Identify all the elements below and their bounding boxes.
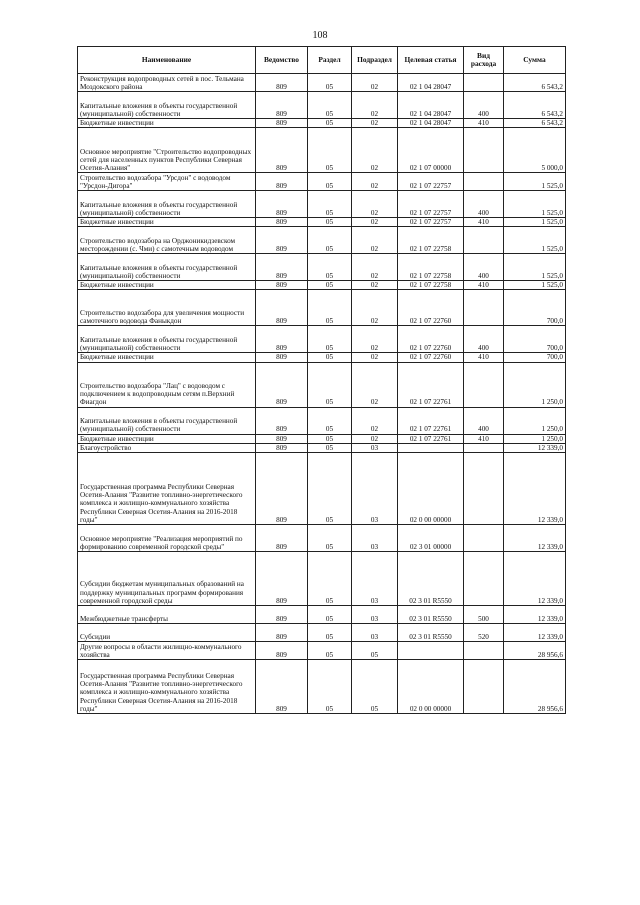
cell-subsection: 02 (352, 353, 398, 362)
cell-dept: 809 (256, 119, 308, 128)
cell-section: 05 (308, 173, 352, 191)
table-row (78, 128, 566, 173)
table-row (78, 92, 566, 119)
cell-name: Бюджетные инвестиции (78, 281, 256, 290)
header-subsection: Подраздел (352, 47, 398, 74)
cell-subsection: 03 (352, 623, 398, 641)
cell-section: 05 (308, 191, 352, 218)
cell-sum: 12 339,0 (504, 443, 566, 452)
cell-type: 400 (464, 191, 504, 218)
cell-type: 400 (464, 254, 504, 281)
cell-subsection: 05 (352, 641, 398, 659)
cell-article (398, 443, 464, 452)
cell-section: 05 (308, 290, 352, 326)
table-row (78, 353, 566, 362)
cell-type (464, 227, 504, 254)
cell-name: Реконструкция водопроводных сетей в пос. Тельмана Моздокского района (78, 74, 256, 92)
cell-article: 02 1 07 22758 (398, 254, 464, 281)
cell-article: 02 3 01 R5550 (398, 623, 464, 641)
cell-name: Бюджетные инвестиции (78, 218, 256, 227)
table-row (78, 434, 566, 443)
cell-article: 02 1 07 22760 (398, 353, 464, 362)
cell-subsection: 03 (352, 605, 398, 623)
table-row (78, 524, 566, 551)
cell-name: Строительство водозабора для увеличения мощности самотечного водовода Фаныкдон (78, 290, 256, 326)
cell-article: 02 1 07 22757 (398, 191, 464, 218)
cell-dept: 809 (256, 434, 308, 443)
cell-type: 410 (464, 353, 504, 362)
table-row (78, 443, 566, 452)
cell-sum: 1 250,0 (504, 362, 566, 407)
cell-article: 02 1 04 28047 (398, 74, 464, 92)
page-number: 108 (312, 30, 328, 41)
cell-article: 02 1 04 28047 (398, 119, 464, 128)
cell-name: Бюджетные инвестиции (78, 119, 256, 128)
cell-article: 02 3 01 R5550 (398, 551, 464, 605)
cell-subsection: 02 (352, 92, 398, 119)
cell-article: 02 0 00 00000 (398, 659, 464, 713)
cell-type: 410 (464, 434, 504, 443)
cell-section: 05 (308, 524, 352, 551)
cell-sum: 28 956,6 (504, 659, 566, 713)
cell-type: 410 (464, 218, 504, 227)
cell-dept: 809 (256, 290, 308, 326)
header-name: Наименование (78, 47, 256, 74)
cell-sum: 1 525,0 (504, 254, 566, 281)
cell-name: Основное мероприятие "Строительство водопроводных сетей для населенных пунктов Республики Северная Осетия-Алания" (78, 128, 256, 173)
cell-article: 02 1 07 22757 (398, 218, 464, 227)
cell-section: 05 (308, 641, 352, 659)
cell-article: 02 1 07 22758 (398, 227, 464, 254)
cell-name: Капитальные вложения в объекты государственной (муниципальной) собственности (78, 254, 256, 281)
cell-subsection: 03 (352, 452, 398, 524)
cell-section: 05 (308, 128, 352, 173)
cell-name: Субсидии (78, 623, 256, 641)
cell-dept: 809 (256, 623, 308, 641)
cell-section: 05 (308, 551, 352, 605)
cell-name: Строительство водозабора "Урсдон" с водоводом "Урсдон-Дигора" (78, 173, 256, 191)
cell-article: 02 3 01 00000 (398, 524, 464, 551)
budget-table (77, 46, 566, 714)
cell-sum: 12 339,0 (504, 452, 566, 524)
cell-dept: 809 (256, 353, 308, 362)
cell-sum: 6 543,2 (504, 119, 566, 128)
cell-article: 02 1 07 22760 (398, 326, 464, 353)
table-row (78, 452, 566, 524)
table-row (78, 362, 566, 407)
cell-type (464, 452, 504, 524)
cell-article: 02 1 07 22761 (398, 407, 464, 434)
cell-article: 02 1 07 22757 (398, 173, 464, 191)
cell-subsection: 02 (352, 290, 398, 326)
header-dept: Ведомство (256, 47, 308, 74)
cell-sum: 700,0 (504, 326, 566, 353)
cell-sum: 5 000,0 (504, 128, 566, 173)
header-row (78, 47, 566, 74)
cell-dept: 809 (256, 605, 308, 623)
cell-section: 05 (308, 227, 352, 254)
cell-dept: 809 (256, 524, 308, 551)
table-row (78, 254, 566, 281)
cell-type: 500 (464, 605, 504, 623)
cell-subsection: 02 (352, 173, 398, 191)
cell-article: 02 1 07 22758 (398, 281, 464, 290)
cell-subsection: 02 (352, 434, 398, 443)
cell-dept: 809 (256, 326, 308, 353)
cell-section: 05 (308, 605, 352, 623)
cell-sum: 700,0 (504, 353, 566, 362)
cell-dept: 809 (256, 281, 308, 290)
cell-dept: 809 (256, 641, 308, 659)
cell-type (464, 173, 504, 191)
cell-section: 05 (308, 362, 352, 407)
cell-sum: 12 339,0 (504, 524, 566, 551)
table-row (78, 173, 566, 191)
cell-name: Строительство водозабора на Орджоникидзевском месторождении (с. Чми) с самотечным водоводом (78, 227, 256, 254)
cell-article: 02 1 07 22760 (398, 290, 464, 326)
cell-type (464, 362, 504, 407)
cell-dept: 809 (256, 74, 308, 92)
cell-dept: 809 (256, 173, 308, 191)
cell-name: Строительство водозабора "Лац" с водоводом с подключением к водопроводным сетям п.Верхний Фиагдон (78, 362, 256, 407)
cell-article: 02 0 00 00000 (398, 452, 464, 524)
cell-type (464, 74, 504, 92)
cell-sum: 6 543,2 (504, 92, 566, 119)
cell-section: 05 (308, 434, 352, 443)
cell-name: Основное мероприятие "Реализация мероприятий по формированию современной городской среды" (78, 524, 256, 551)
cell-name: Государственная программа Республики Северная Осетия-Алания "Развитие топливно-энергетического комплекса и жилищно-коммунального хозяйства Республики Северная Осетия-Алания на 2016-2018 годы" (78, 659, 256, 713)
table-row (78, 290, 566, 326)
cell-type (464, 551, 504, 605)
cell-type: 410 (464, 119, 504, 128)
table-row (78, 641, 566, 659)
cell-type (464, 290, 504, 326)
cell-dept: 809 (256, 452, 308, 524)
cell-section: 05 (308, 281, 352, 290)
cell-section: 05 (308, 119, 352, 128)
cell-subsection: 03 (352, 443, 398, 452)
table-row (78, 551, 566, 605)
cell-subsection: 02 (352, 407, 398, 434)
header-type: Вид расхода (464, 47, 504, 74)
cell-type (464, 659, 504, 713)
cell-sum: 1 250,0 (504, 434, 566, 443)
table-row (78, 218, 566, 227)
cell-dept: 809 (256, 128, 308, 173)
table-row (78, 605, 566, 623)
cell-name: Государственная программа Республики Северная Осетия-Алания "Развитие топливно-энергетического комплекса и жилищно-коммунального хозяйства Республики Северная Осетия-Алания на 2016-2018 годы" (78, 452, 256, 524)
header-section: Раздел (308, 47, 352, 74)
cell-type: 520 (464, 623, 504, 641)
cell-subsection: 02 (352, 254, 398, 281)
cell-dept: 809 (256, 659, 308, 713)
table-row (78, 659, 566, 713)
cell-article: 02 1 07 22761 (398, 434, 464, 443)
cell-dept: 809 (256, 191, 308, 218)
table-row (78, 623, 566, 641)
cell-subsection: 02 (352, 218, 398, 227)
cell-type: 400 (464, 407, 504, 434)
cell-sum: 1 525,0 (504, 173, 566, 191)
cell-name: Капитальные вложения в объекты государственной (муниципальной) собственности (78, 92, 256, 119)
cell-article: 02 1 04 28047 (398, 92, 464, 119)
cell-section: 05 (308, 407, 352, 434)
cell-dept: 809 (256, 407, 308, 434)
table-row (78, 191, 566, 218)
cell-section: 05 (308, 92, 352, 119)
cell-dept: 809 (256, 362, 308, 407)
cell-subsection: 02 (352, 191, 398, 218)
cell-type: 410 (464, 281, 504, 290)
cell-section: 05 (308, 254, 352, 281)
cell-subsection: 02 (352, 326, 398, 353)
cell-sum: 28 956,6 (504, 641, 566, 659)
cell-dept: 809 (256, 551, 308, 605)
cell-article: 02 1 07 00000 (398, 128, 464, 173)
table-row (78, 74, 566, 92)
cell-sum: 12 339,0 (504, 623, 566, 641)
cell-subsection: 02 (352, 281, 398, 290)
cell-subsection: 03 (352, 524, 398, 551)
cell-article (398, 641, 464, 659)
cell-name: Капитальные вложения в объекты государственной (муниципальной) собственности (78, 407, 256, 434)
cell-section: 05 (308, 353, 352, 362)
table-row (78, 407, 566, 434)
cell-sum: 1 525,0 (504, 191, 566, 218)
cell-sum: 12 339,0 (504, 605, 566, 623)
cell-section: 05 (308, 74, 352, 92)
cell-dept: 809 (256, 92, 308, 119)
cell-dept: 809 (256, 254, 308, 281)
cell-type: 400 (464, 326, 504, 353)
cell-name: Бюджетные инвестиции (78, 353, 256, 362)
table-row (78, 326, 566, 353)
cell-subsection: 02 (352, 362, 398, 407)
cell-type (464, 443, 504, 452)
cell-sum: 1 525,0 (504, 281, 566, 290)
cell-sum: 1 250,0 (504, 407, 566, 434)
cell-section: 05 (308, 623, 352, 641)
cell-article: 02 3 01 R5550 (398, 605, 464, 623)
cell-name: Бюджетные инвестиции (78, 434, 256, 443)
cell-subsection: 02 (352, 74, 398, 92)
cell-subsection: 03 (352, 551, 398, 605)
cell-section: 05 (308, 659, 352, 713)
cell-subsection: 02 (352, 227, 398, 254)
cell-type (464, 524, 504, 551)
cell-name: Субсидии бюджетам муниципальных образований на поддержку муниципальных программ формирования современной городской среды (78, 551, 256, 605)
cell-name: Капитальные вложения в объекты государственной (муниципальной) собственности (78, 191, 256, 218)
cell-sum: 700,0 (504, 290, 566, 326)
table-row (78, 281, 566, 290)
cell-type (464, 641, 504, 659)
cell-sum: 12 339,0 (504, 551, 566, 605)
table-row (78, 119, 566, 128)
cell-section: 05 (308, 218, 352, 227)
cell-dept: 809 (256, 227, 308, 254)
cell-sum: 6 543,2 (504, 74, 566, 92)
cell-sum: 1 525,0 (504, 218, 566, 227)
cell-section: 05 (308, 443, 352, 452)
cell-name: Благоустройство (78, 443, 256, 452)
cell-name: Межбюджетные трансферты (78, 605, 256, 623)
cell-subsection: 02 (352, 119, 398, 128)
cell-section: 05 (308, 452, 352, 524)
cell-section: 05 (308, 326, 352, 353)
cell-article: 02 1 07 22761 (398, 362, 464, 407)
header-article: Целевая статья (398, 47, 464, 74)
table-row (78, 227, 566, 254)
cell-dept: 809 (256, 443, 308, 452)
cell-type: 400 (464, 92, 504, 119)
cell-subsection: 05 (352, 659, 398, 713)
header-sum: Сумма (504, 47, 566, 74)
cell-dept: 809 (256, 218, 308, 227)
cell-type (464, 128, 504, 173)
cell-name: Капитальные вложения в объекты государственной (муниципальной) собственности (78, 326, 256, 353)
cell-sum: 1 525,0 (504, 227, 566, 254)
cell-name: Другие вопросы в области жилищно-коммунального хозяйства (78, 641, 256, 659)
cell-subsection: 02 (352, 128, 398, 173)
